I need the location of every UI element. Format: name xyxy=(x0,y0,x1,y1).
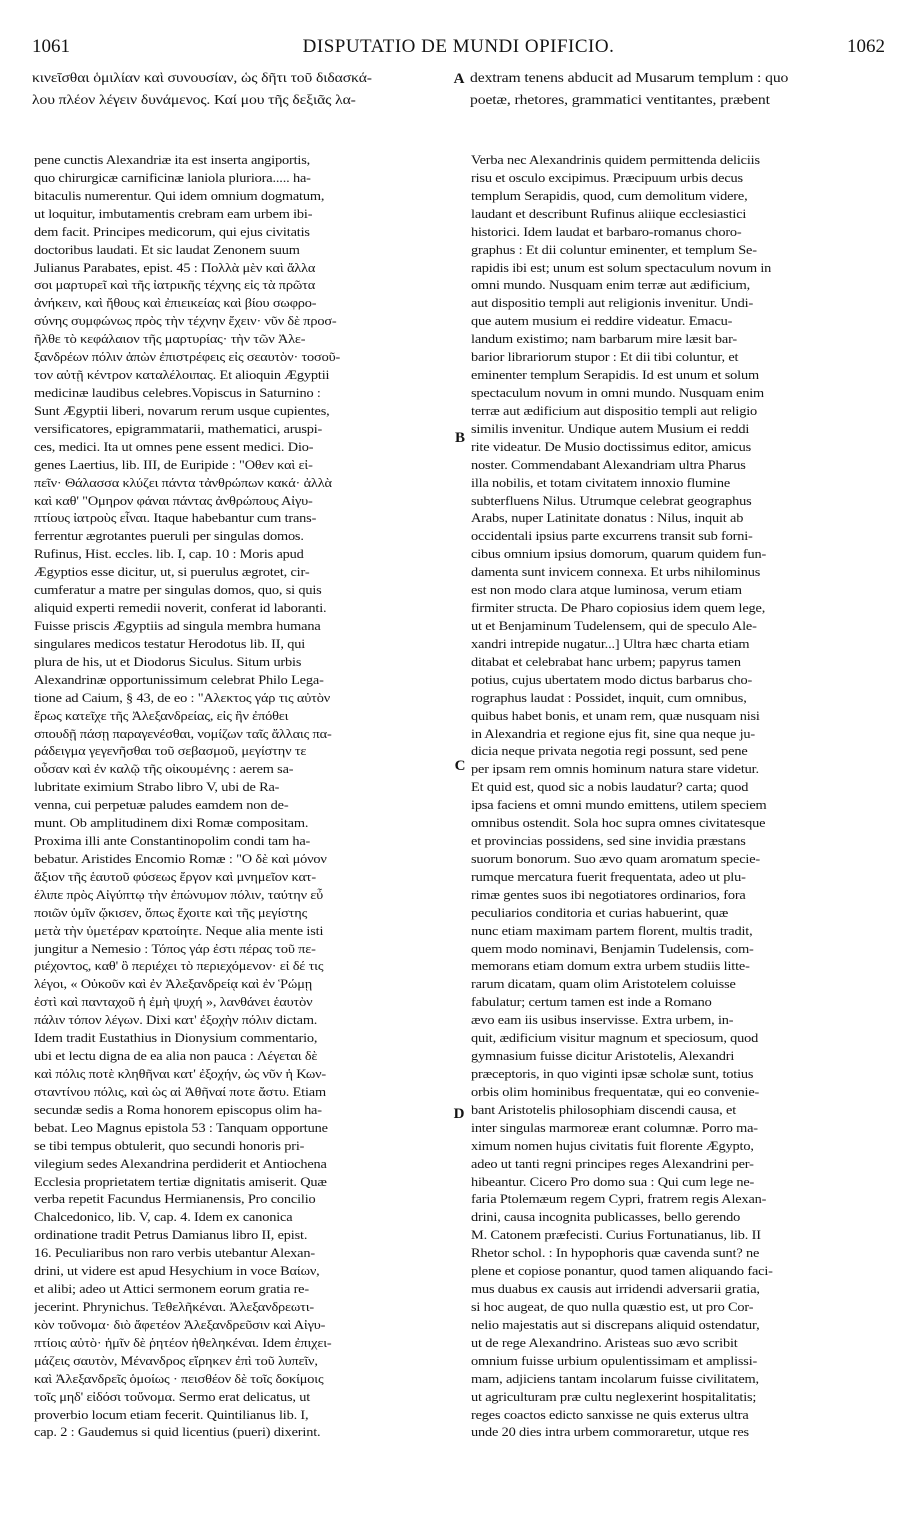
text-line: si hoc augeat, de quo nulla quæstio est, ut pro Cor- xyxy=(471,1300,754,1314)
text-line: illa nobilis, et totam civitatem innoxio flumine xyxy=(471,475,731,490)
text-line: bebat. Leo Magnus epistola 53 : Tanquam opportune xyxy=(34,1120,328,1135)
text-line: ipsa faciens et omni mundo emittens, utilem speciem xyxy=(471,798,767,813)
running-title: DISPUTATIO DE MUNDI OPIFICIO. xyxy=(302,36,615,57)
text-line: πάλιν τόπον λέγων. Dixi κατ' ἐξοχὴν πόλιν dictam. xyxy=(34,1013,318,1028)
text-line: bitaculis numerentur. Qui idem omnium dogmatum, xyxy=(34,188,325,203)
text-line: dicia neque privata negotia regi possunt, sed pene xyxy=(471,744,748,759)
text-line: memorans etiam domum extra urbem studiis litte- xyxy=(471,959,750,974)
text-line: fabulatur; certum tamen est inde a Romano xyxy=(471,995,712,1010)
text-line: τοῖς μηδ' εἰδόσι τοὔνομα. Sermo erat delicatus, ut xyxy=(34,1389,311,1404)
text-line: quit, ædificium visitur magnum et speciosum, quod xyxy=(471,1031,759,1046)
text-line: cap. 2 : Gaudemus si quid licentius (pueri) dixerint. xyxy=(34,1425,321,1440)
text-line: cibus omnium ipsius domorum, quarum quidem fun- xyxy=(471,547,767,562)
text-line: in Alexandria et regione ejus fit, sine qua neque ju- xyxy=(471,726,756,741)
section-marker-b: B xyxy=(454,430,465,446)
text-line: ράδειγμα γεγενῆσθαι τοῦ σεβασμοῦ, μεγίστην τε xyxy=(34,744,307,759)
text-line: quem modo nominavi, Benjamin Tudelensis, com- xyxy=(471,941,754,956)
text-line: M. Catonem præfecisti. Curius Fortunatianus, lib. II xyxy=(471,1228,761,1243)
text-line: Idem tradit Eustathius in Dionysium commentario, xyxy=(34,1031,318,1046)
text-line: quo chirurgicæ carnificinæ laniola pluriora..... ha- xyxy=(34,170,311,185)
text-line: σπουδῇ πάσῃ παραγενέσθαι, νομίζων ταῖς ἄλλαις πα- xyxy=(34,726,332,741)
page-number-left: 1061 xyxy=(32,36,70,57)
text-line: πτίους ἰατροὺς εἶναι. Itaque habebantur cum trans- xyxy=(34,511,317,526)
text-line: per ipsam rem omnis hominum natura stare videtur. xyxy=(471,762,759,777)
text-line: ut de rege Alexandrino. Aristeas suo ævo scribit xyxy=(471,1335,738,1350)
text-line: καὶ Ἀλεξανδρεῖς ὁμοίως · πεισθέον δὲ τοῖς δοκίμοις xyxy=(34,1371,324,1386)
text-line: Proxima illi ante Constantinopolim condi tam ha- xyxy=(34,834,311,849)
text-line: Sunt Ægyptii liberi, novarum rerum usque cupientes, xyxy=(34,403,330,418)
text-line: xandri intrepide nugatur...] Ultra hæc charta etiam xyxy=(471,636,750,651)
section-marker-c: C xyxy=(454,758,466,774)
text-line: ῆλθε τὸ κεφάλαιον τῆς μαρτυρίας· τὴν τῶν Ἀλε- xyxy=(34,332,306,347)
text-line: ξανδρέων πόλιν ἀπὼν ἐπιστρέφεις εἰς σεαυτὸν· τοσοῦ- xyxy=(34,350,341,365)
text-line: secundæ sedis a Roma honorem episcopus olim ha- xyxy=(34,1102,322,1117)
text-line: Ægyptios esse dicitur, ut, si puerulus ægrotet, cir- xyxy=(34,565,310,580)
text-line: mam, adjiciens tantam incolarum fuisse civilitatem, xyxy=(471,1371,759,1386)
text-line: ἐστὶ καὶ πανταχοῦ ἡ ἐμὴ ψυχή », λανθάνει ἑαυτὸν xyxy=(34,995,313,1010)
text-line: jecerint. Phrynichus. Τεθελῆκέναι. Ἀλεξανδρεωτι- xyxy=(34,1300,315,1314)
text-line: πτίοις αὐτὸ· ἡμῖν δὲ ῥητέον ἠθεληκέναι. Idem ἐπιχει- xyxy=(34,1335,332,1350)
text-line: 16. Peculiaribus non raro verbis utebantur Alexan- xyxy=(34,1246,315,1261)
left-column-commentary xyxy=(34,152,448,1442)
text-line: aliquid experti remedii noverit, conferat id laboranti. xyxy=(34,601,327,616)
text-line: ordinatione tradit Petrus Damianus libro II, epist. xyxy=(34,1228,308,1243)
text-line: et alibi; adeo ut Attici sermonem eorum gratia re- xyxy=(34,1282,309,1297)
text-line: Arabs, nuper Latinitate donatus : Nilus, inquit ab xyxy=(471,511,744,526)
text-line: lubritate eximium Strabo libro V, ubi de Ra- xyxy=(34,780,280,795)
text-line: tione ad Caium, § 43, de eo : "Αλεκτος γάρ τις αὐτὸν xyxy=(34,690,331,705)
text-line: Ecclesia proprietatem tertiæ dignitatis amiserit. Quæ xyxy=(34,1174,327,1189)
text-line: doctoribus laudati. Et sic laudat Zenonem suum xyxy=(34,242,300,257)
text-line: Fuisse priscis Ægyptiis ad singula membra humana xyxy=(34,618,321,633)
text-line: versificatores, epigrammatarii, mathematici, aruspi- xyxy=(34,421,323,436)
text-line: occidentali ipsius parte excurrens transit sub forni- xyxy=(471,529,753,544)
text-line: ferrentur ægrotantes pueruli per singulas domos. xyxy=(34,529,304,544)
text-line: omni mundo. Nusquam enim terræ aut ædificium, xyxy=(471,278,751,293)
text-line: potius, cujus ubertatem modo dictus barbarus cho- xyxy=(471,672,753,687)
text-line: Rufinus, Hist. eccles. lib. I, cap. 10 : Moris apud xyxy=(34,547,304,562)
text-line: singulares medicos testatur Herodotus lib. II, qui xyxy=(34,636,306,651)
text-line: Alexandrinæ opportunissimum celebrat Philo Lega- xyxy=(34,672,324,687)
top-left-text xyxy=(32,68,452,112)
text-line: rite videatur. De Musio doctissimus editor, amicus xyxy=(471,439,752,454)
text-line: ut et Benjaminum Tudelensem, qui de speculo Ale- xyxy=(471,618,757,633)
text-line: quibus habet bonis, et unam rem, quæ nusquam nisi xyxy=(471,708,760,723)
text-line: κινεῖσθαι ὁμιλίαν καὶ συνουσίαν, ὡς δῆτι τοῦ διδασκά- xyxy=(32,71,372,86)
text-line: omnibus ostendit. Sola hoc supra omnes civitatesque xyxy=(471,816,766,831)
text-line: ximum nomen hujus civitatis fuit florente Ægypto, xyxy=(471,1138,754,1153)
text-line: οὖσαν καὶ ἐν καλῷ τῆς οἰκουμένης : aerem sa- xyxy=(34,762,294,777)
text-line: Chalcedonico, lib. V, cap. 4. Idem ex canonica xyxy=(34,1210,293,1225)
text-line: munt. Ob amplitudinem dixi Romæ compositam. xyxy=(34,816,309,831)
text-line: proverbio locum etiam fecerit. Quintilianus lib. I, xyxy=(34,1407,309,1422)
text-line: barior librariorum stupor : Et dii tibi coluntur, et xyxy=(471,350,739,365)
text-line: ut agriculturam præ cultu neglexerint hospitalitatis; xyxy=(471,1389,757,1404)
text-line: verba repetit Facundus Hermianensis, Pro concilio xyxy=(34,1192,316,1207)
text-line: venna, cui perpetuæ paludes eamdem non de- xyxy=(34,798,289,813)
text-line: historici. Idem laudat et barbaro-romanus choro- xyxy=(471,224,742,239)
text-line: risu et osculo excipimus. Præcipuum urbis decus xyxy=(471,170,743,185)
text-line: μάζεις σαυτὸν, Μένανδρος εἴρηκεν ἐπὶ τοῦ λυπεῖν, xyxy=(34,1353,318,1368)
text-line: medicinæ laudibus celebres.Vopiscus in Saturnino : xyxy=(34,385,321,400)
text-line: landum existimo; nam barbarum mire læsit bar- xyxy=(471,332,738,347)
text-line: vilegium sedes Alexandrina perdiderit et Antiochena xyxy=(34,1156,327,1171)
text-line: σύνης συμφώνως πρὸς τὴν τέχνην ἔχειν· νῦν δὲ προσ- xyxy=(34,314,337,329)
text-line: Julianus Parabates, epist. 45 : Πολλὰ μὲν καὶ ἄλλα xyxy=(34,260,316,275)
text-line: Et quid est, quod sic a nobis laudatur? carta; quod xyxy=(471,780,749,795)
text-line: ævo eam iis usibus inservisse. Extra urbem, in- xyxy=(471,1013,734,1028)
text-line: mus duabus ex causis aut irridendi adversarii gratia, xyxy=(471,1282,760,1297)
text-line: plura de his, ut et Diodorus Siculus. Situm urbis xyxy=(34,654,302,669)
text-line: orbis olim hominibus frequentatæ, qui eo convenie- xyxy=(471,1084,760,1099)
text-line: μετὰ τὴν ὑμετέραν κρατοίητε. Neque alia mente isti xyxy=(34,923,324,938)
text-line: nelio majestatis aut si discrepans aliquid ostendatur, xyxy=(471,1317,760,1332)
text-line: graphus : Et dii coluntur eminenter, et templum Se- xyxy=(471,242,757,257)
text-line: σοι μαρτυρεῖ καὶ τῆς ἰατρικῆς τέχνης εἰς τὰ πρῶτα xyxy=(34,278,316,293)
text-line: templum Serapidis, quod, cum demolitum videre, xyxy=(471,188,748,203)
top-right-text xyxy=(470,68,886,112)
text-line: noster. Commendabant Alexandriam ultra Pharus xyxy=(471,457,746,472)
text-line: cumferatur a matre per singulas domos, quo, si quis xyxy=(34,583,322,598)
text-line: bant Aristotelis philosophiam discendi causa, et xyxy=(471,1102,737,1117)
text-line: καὶ καθ' "Ομηρον φάναι πάντας ἀνθρώπους Αἰγυ- xyxy=(34,493,313,508)
text-line: adeo ut tanti regni principes reges Alexandrini per- xyxy=(471,1156,754,1171)
text-line: inter singulas marmoreæ erant columnæ. Porro ma- xyxy=(471,1120,758,1135)
text-line: eminenter templum Serapidis. Id est unum et solum xyxy=(471,368,759,383)
text-line: ces, medici. Ita ut omnes pene essent medici. Dio- xyxy=(34,439,314,454)
text-line: et provincias possidens, sed sine invidia præstans xyxy=(471,834,746,849)
text-line: καὶ πόλις ποτὲ κληθῆναι κατ' ἐξοχήν, ὡς νῦν ἡ Κων- xyxy=(34,1067,327,1082)
text-line: rarum dicatam, quam olim Aristotelem coluisse xyxy=(471,977,736,992)
text-line: ut loquitur, imbutamentis crebram eam urbem ibi- xyxy=(34,206,313,221)
text-line: rographus laudat : Possidet, inquit, cum omnibus, xyxy=(471,690,747,705)
running-header xyxy=(32,36,885,66)
text-line: bebatur. Aristides Encomio Romæ : "Ο δὲ καὶ μόνον xyxy=(34,851,327,866)
text-line: έλιπε πρὸς Αἰγύπτῳ τὴν ἐπώνυμον πόλιν, ταύτην εὖ xyxy=(34,887,324,902)
text-line: hibeantur. Cicero Pro domo sua : Qui cum lege ne- xyxy=(471,1174,755,1189)
text-line: rapidis ibi est; unum est solum spectaculum novum in xyxy=(471,260,772,275)
text-line: ἄξιον τῆς ἑαυτοῦ φύσεως ἔργον καὶ μνημεῖον κατ- xyxy=(34,869,317,884)
text-line: aut dispositio templi aut religionis invenitur. Undi- xyxy=(471,296,754,311)
text-line: que autem musium ei reddire videatur. Emacu- xyxy=(471,314,733,329)
text-line: rimæ gentes suos ibi negotiatores ordinarios, fora xyxy=(471,887,746,902)
text-line: subterfluens Nilus. Utrumque celebrat geographus xyxy=(471,493,752,508)
text-line: Rhetor schol. : In hypophoris quæ cavenda sunt? ne xyxy=(471,1246,760,1261)
text-line: ἔρως κατεῖχε τῆς Ἀλεξανδρείας, εἰς ἣν ἐπόθει xyxy=(34,708,289,723)
text-line: κὸν τοὔνομα· διὸ ἄφετέον Ἀλεξανδρεῦσιν καὶ Αἰγυ- xyxy=(34,1317,326,1332)
section-marker-a: A xyxy=(453,71,465,87)
text-line: τον αὐτῇ κέντρον καταλέλοιπας. Et alioquin Ægyptii xyxy=(34,368,330,383)
text-line: spectaculum novum in omni mundo. Nusquam enim xyxy=(471,385,765,400)
text-line: nunc etiam maximam partem florent, multis tradit, xyxy=(471,923,753,938)
text-line: faria Ptolemæum regem Cypri, fratrem regis Alexan- xyxy=(471,1192,767,1207)
text-line: λέγοι, « Οὐκοῦν καὶ ἐν Ἀλεξανδρείᾳ καὶ ἐν Ῥώμῃ xyxy=(34,977,313,992)
text-line: rumque mercatura fuerit frequentata, adeo ut plu- xyxy=(471,869,746,884)
page-number-right: 1062 xyxy=(847,36,885,57)
text-line: ἀνήκειν, καὶ ἤθους καὶ ἐπιεικείας καὶ βίου σωφρο- xyxy=(34,296,317,311)
text-line: poetæ, rhetores, grammatici ventitantes, præbent xyxy=(470,93,770,108)
text-line: dem facit. Principes medicorum, qui ejus civitatis xyxy=(34,224,310,239)
text-line: præceptoris, in quo viginti ipsæ scholæ sunt, totius xyxy=(471,1067,754,1082)
text-line: jungitur a Nemesio : Τόπος γάρ ἐστι πέρας τοῦ πε- xyxy=(34,941,316,956)
text-line: est non modo clara atque luminosa, verum etiam xyxy=(471,583,742,598)
text-line: unde 20 dies intra urbem commoraretur, utque res xyxy=(471,1425,749,1440)
text-line: similis invenitur. Undique autem Musium ei reddi xyxy=(471,421,750,436)
text-line: suorum bonorum. Suo ævo quam aromatum specie- xyxy=(471,851,761,866)
text-line: Verba nec Alexandrinis quidem permittenda deliciis xyxy=(471,153,760,167)
text-line: drini, causa incognita publicasses, bello gerendo xyxy=(471,1210,741,1225)
text-line: plene et copiose ponantur, quod tamen aliquando faci- xyxy=(471,1264,773,1279)
text-line: ubi et lectu digna de ea alia non pauca : Λέγεται δὲ xyxy=(34,1049,318,1064)
text-line: reges coactos edicto sanxisse ne quis exterus ultra xyxy=(471,1407,749,1422)
text-line: λου πλέον λέγειν δυνάμενος. Καί μου τῆς δεξιᾶς λα- xyxy=(32,93,356,108)
text-line: gymnasium fuisse dicitur Aristotelis, Alexandri xyxy=(471,1049,735,1064)
text-line: firmiter structa. De Pharo copiosius idem quem lege, xyxy=(471,601,766,616)
text-line: ποιῶν ὑμῖν ᾤκισεν, ὅπως ἔχοιτε καὶ τῆς μεγίστης xyxy=(34,905,308,920)
text-line: laudant et describunt Rufinus aliique ecclesiastici xyxy=(471,206,747,221)
text-line: damenta sunt invicem connexa. Et urbs nihilominus xyxy=(471,565,761,580)
text-line: ριέχοντος, καθ' ὃ περιέχει τὸ περιεχόμενον· εἰ δέ τις xyxy=(34,959,324,974)
text-line: σταντίνου πόλις, καὶ ὡς αἱ Ἀθῆναί ποτε ἄστυ. Etiam xyxy=(34,1084,326,1099)
text-line: ditabat et celebrabat hanc urbem; papyrus tamen xyxy=(471,654,741,669)
text-line: πεῖν· Θάλασσα κλύζει πάντα τἀνθρώπων κακά· ἀλλὰ xyxy=(34,475,332,490)
right-column-commentary xyxy=(471,152,885,1442)
text-line: omnium fuisse urbium opulentissimam et amplissi- xyxy=(471,1353,758,1368)
text-line: drini, ut videre est apud Hesychium in voce Βαίων, xyxy=(34,1264,320,1279)
text-line: se tibi tempus obtulerit, quo secundi honoris pri- xyxy=(34,1138,305,1153)
text-line: dextram tenens abducit ad Musarum templum : quo xyxy=(470,71,789,86)
text-line: pene cunctis Alexandriæ ita est inserta angiportis, xyxy=(34,153,311,167)
text-line: terræ aut ædificium aut dispositio templi aut religio xyxy=(471,403,758,418)
text-line: genes Laertius, lib. III, de Euripide : "Οθεν καὶ εἰ- xyxy=(34,457,313,472)
section-marker-d: D xyxy=(453,1106,465,1122)
text-line: peculiarios conditoria et curias habuerint, quæ xyxy=(471,905,729,920)
